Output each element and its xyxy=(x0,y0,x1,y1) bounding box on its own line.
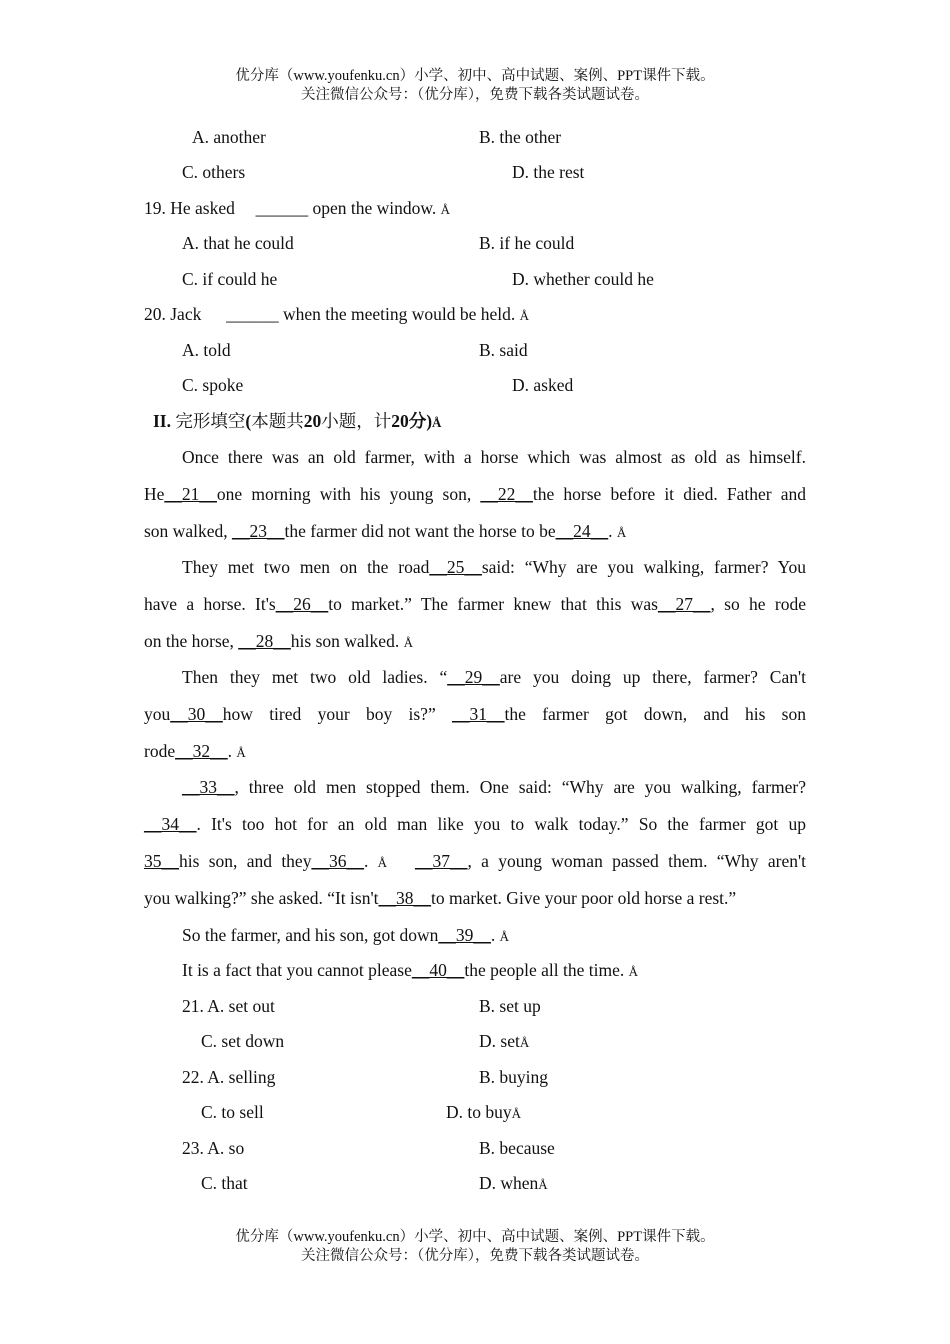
q19-option-a: A. that he could xyxy=(182,233,294,253)
paragraph-mark: Å xyxy=(519,308,530,323)
paragraph-mark: Å xyxy=(628,964,638,979)
text: his son walked. xyxy=(290,631,404,651)
text: . xyxy=(363,851,378,871)
q22-option-a: 22. A. selling xyxy=(182,1067,276,1087)
blank-31: __31__ xyxy=(452,704,505,724)
q19-option-d: D. whether could he xyxy=(512,269,654,289)
q22-option-c: C. to sell xyxy=(201,1102,264,1122)
text: rode xyxy=(144,741,176,761)
passage-line-10 xyxy=(182,776,806,798)
text: . xyxy=(490,925,500,945)
blank-35: 35__ xyxy=(144,851,179,871)
text: his son, and they xyxy=(179,851,312,871)
question-19 xyxy=(144,197,450,221)
text: . It's too hot for an old man like you to walk today.” So the farmer got up xyxy=(196,814,806,834)
q20-option-c: C. spoke xyxy=(182,375,244,395)
q19-option-b: B. if he could xyxy=(479,233,575,253)
section-paren-open: ( xyxy=(245,411,252,431)
passage-line-14 xyxy=(182,924,509,948)
q21-option-c: C. set down xyxy=(201,1031,285,1051)
blank-38: __38__ xyxy=(378,888,431,908)
paragraph-mark: Å xyxy=(440,202,451,217)
passage-line-5 xyxy=(144,593,806,615)
text: the horse before it died. Father and xyxy=(532,484,806,504)
q19-stem-end: open the window. xyxy=(308,198,441,218)
q21-option-a: 21. A. set out xyxy=(182,996,275,1016)
q21-option-d-text: D. set xyxy=(479,1031,520,1051)
q22-option-d xyxy=(446,1101,521,1125)
text: , three old men stopped them. One said: “Why are you walking, farmer? xyxy=(234,777,806,797)
text: He xyxy=(144,484,165,504)
text: the farmer got down, and his son xyxy=(504,704,806,724)
blank-34: __34__ xyxy=(144,814,197,834)
blank-36: __36__ xyxy=(311,851,364,871)
section-text-3: 分) xyxy=(408,411,433,431)
passage-line-8 xyxy=(144,703,806,725)
paragraph-mark: Å xyxy=(236,745,246,760)
question-20 xyxy=(144,303,529,327)
q21-option-b: B. set up xyxy=(479,996,541,1016)
q23-option-b: B. because xyxy=(479,1138,555,1158)
q18-option-b: B. the other xyxy=(479,127,562,147)
text: It is a fact that you cannot please xyxy=(182,960,412,980)
passage-line-12 xyxy=(144,850,806,874)
q21-option-d xyxy=(479,1030,529,1054)
text: So the farmer, and his son, got down xyxy=(182,925,439,945)
q19-stem-start: 19. He asked xyxy=(144,198,235,218)
blank-32: __32__ xyxy=(175,741,228,761)
blank-26: __26__ xyxy=(275,594,329,614)
passage-line-13 xyxy=(144,887,736,909)
paragraph-mark: Å xyxy=(377,855,388,870)
section-number: II. xyxy=(153,411,171,431)
q18-option-c: C. others xyxy=(182,162,246,182)
header-line-2: 关注微信公众号：（优分库），免费下载各类试题试卷。 xyxy=(301,87,649,103)
paragraph-mark: Å xyxy=(519,1035,530,1050)
passage-line-11 xyxy=(144,813,806,835)
header-line-1: 优分库（www.youfenku.cn）小学、初中、高中试题、案例、PPT课件下载。 xyxy=(235,68,715,84)
q23-option-c: C. that xyxy=(201,1173,248,1193)
blank-24: __24__ xyxy=(555,521,609,541)
passage-line-6 xyxy=(144,630,413,654)
text: son walked, xyxy=(144,521,232,541)
text: , so he rode xyxy=(710,594,806,614)
blank-22: __22__ xyxy=(480,484,533,504)
q22-option-d-text: D. to buy xyxy=(446,1102,512,1122)
blank-37: __37__ xyxy=(414,851,468,871)
passage-line-15 xyxy=(182,959,638,983)
footer-line-1: 优分库（www.youfenku.cn）小学、初中、高中试题、案例、PPT课件下载。 xyxy=(235,1229,715,1245)
text: are you doing up there, farmer? Can't xyxy=(499,667,806,687)
text: you xyxy=(144,704,171,724)
passage-line-7 xyxy=(182,666,806,688)
q20-stem-start: 20. Jack xyxy=(144,304,202,324)
paragraph-mark: Å xyxy=(432,415,442,430)
blank-23: __23__ xyxy=(231,521,285,541)
blank-27: __27__ xyxy=(657,594,711,614)
paragraph-mark: Å xyxy=(499,929,510,944)
text: the farmer did not want the horse to be xyxy=(284,521,556,541)
paragraph-mark: Å xyxy=(403,635,413,650)
passage-line-9 xyxy=(144,740,246,764)
blank-33: __33__ xyxy=(182,777,235,797)
text: to market.” The farmer knew that this was xyxy=(328,594,658,614)
section-text: 本题共 xyxy=(251,411,304,431)
q19-blank: ______ xyxy=(255,198,309,218)
q23-option-d-text: D. when xyxy=(479,1173,539,1193)
text: on the horse, xyxy=(144,631,239,651)
q20-stem-end: when the meeting would be held. xyxy=(278,304,520,324)
blank-30: __30__ xyxy=(170,704,223,724)
text: you walking?” she asked. “It isn't xyxy=(144,888,379,908)
q18-option-a: A. another xyxy=(192,127,266,147)
section-score: 20 xyxy=(391,411,409,431)
q19-option-c: C. if could he xyxy=(182,269,278,289)
blank-25: __25__ xyxy=(429,557,482,577)
blank-29: __29__ xyxy=(447,667,500,687)
footer-line-2: 关注微信公众号：（优分库），免费下载各类试题试卷。 xyxy=(301,1248,649,1264)
q22-option-b: B. buying xyxy=(479,1067,549,1087)
q20-option-b: B. said xyxy=(479,340,528,360)
blank-28: __28__ xyxy=(238,631,291,651)
blank-39: __39__ xyxy=(438,925,491,945)
text: Then they met two old ladies. “ xyxy=(182,667,448,687)
text: , a young woman passed them. “Why aren't xyxy=(467,851,806,871)
q20-option-a: A. told xyxy=(182,340,231,360)
section-text-2: 小题，计 xyxy=(321,411,392,431)
passage-line-1: Once there was an old farmer, with a horse which was almost as old as himself. xyxy=(182,447,806,467)
text: have a horse. It's xyxy=(144,594,276,614)
q23-option-d xyxy=(479,1172,548,1196)
text: how tired your boy is?” xyxy=(222,704,453,724)
section-count: 20 xyxy=(303,411,322,431)
text: . xyxy=(227,741,237,761)
q20-option-d: D. asked xyxy=(512,375,574,395)
text: said: “Why are you walking, farmer? You xyxy=(481,557,806,577)
paragraph-mark: Å xyxy=(511,1106,522,1121)
q20-blank: ______ xyxy=(226,304,279,324)
text: to market. Give your poor old horse a rest.” xyxy=(430,888,737,908)
passage-line-4 xyxy=(182,556,806,578)
text: . xyxy=(608,521,617,541)
text: the people all the time. xyxy=(464,960,629,980)
blank-40: __40__ xyxy=(411,960,465,980)
section-2-heading xyxy=(153,410,441,434)
blank-21: __21__ xyxy=(164,484,217,504)
text: They met two men on the road xyxy=(182,557,430,577)
q18-option-d: D. the rest xyxy=(512,162,585,182)
paragraph-mark: Å xyxy=(616,525,627,540)
q23-option-a: 23. A. so xyxy=(182,1138,245,1158)
paragraph-mark: Å xyxy=(538,1177,548,1192)
section-title: 完形填空 xyxy=(171,411,246,431)
text: one morning with his young son, xyxy=(216,484,481,504)
passage-line-2 xyxy=(144,483,806,505)
passage-line-3 xyxy=(144,520,626,544)
